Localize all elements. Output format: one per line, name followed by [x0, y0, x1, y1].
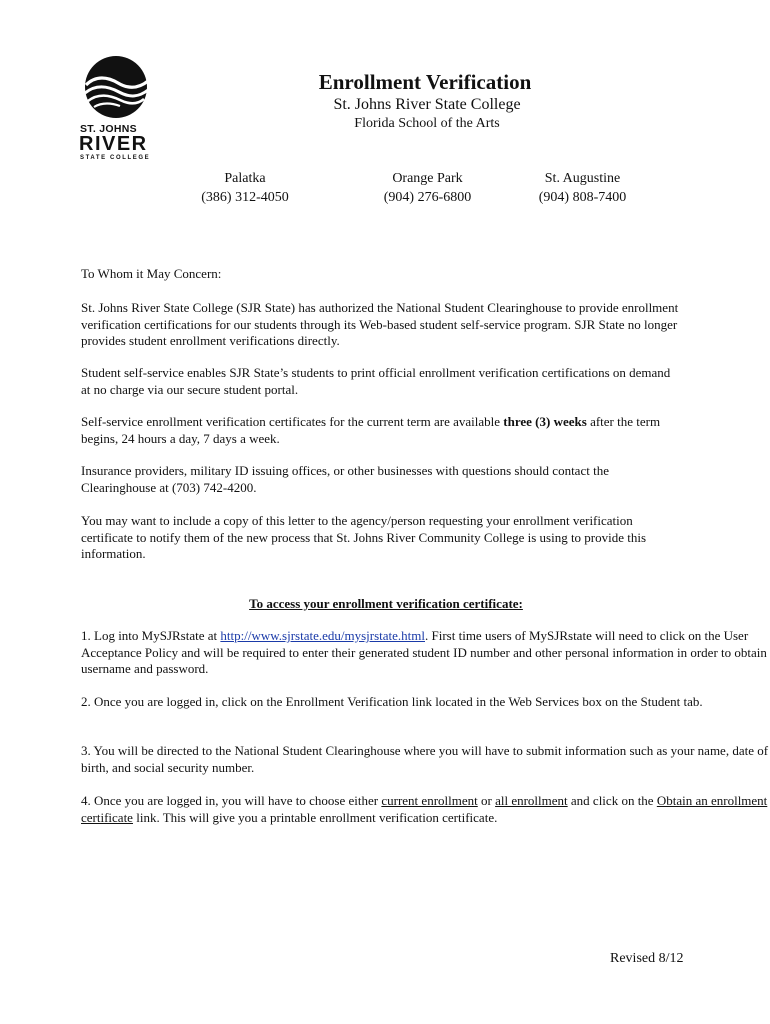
step-4	[81, 793, 770, 826]
step-1-text-after: . First time users of MySJRstate will need to click on the User Acceptance Policy and will be required to enter their generated student ID number and other personal information in order to obtain username and password.	[81, 628, 767, 676]
revision-date: Revised 8/12	[610, 951, 684, 966]
campus-name: Orange Park	[392, 171, 463, 186]
obtain-certificate-link[interactable]: Obtain an enrollment certificate	[81, 793, 768, 825]
step-4-text-a: 4. Once you are logged in, you will have to choose either	[81, 793, 382, 808]
college-name: St. Johns River State College	[333, 96, 521, 113]
paragraph-copy-letter: You may want to include a copy of this letter to the agency/person requesting your enrollment verification certificate to notify them of the new process that St. Johns River Community College is using to provide this information.	[81, 513, 647, 561]
paragraph-self-service: Student self-service enables SJR State’s students to print official enrollment verification certifications on demand at no charge via our secure student portal.	[81, 365, 671, 397]
step-4-text-b: or	[477, 793, 496, 808]
campus-st-augustine	[515, 169, 650, 207]
step-1	[81, 628, 770, 678]
step-4-text-d: link. This will give you a printable enrollment verification certificate.	[132, 809, 498, 825]
school-name: Florida School of the Arts	[354, 116, 500, 131]
page-title: Enrollment Verification	[318, 70, 532, 94]
instructions-heading: To access your enrollment verification certificate:	[249, 596, 523, 611]
campus-name: Palatka	[224, 171, 266, 186]
campus-orange-park	[360, 169, 495, 207]
paragraph-availability	[81, 414, 681, 447]
salutation: To Whom it May Concern:	[81, 266, 222, 281]
campus-phone: (386) 312-4050	[201, 190, 289, 205]
logo-text-st-johns: ST. JOHNS	[80, 123, 137, 135]
availability-text-after: after the term begins, 24 hours a day, 7 days a week.	[81, 414, 661, 446]
all-enrollment-option[interactable]: all enrollment	[495, 793, 568, 808]
step-4-text-c: and click on the	[567, 793, 657, 808]
logo-text-river: RIVER	[79, 133, 148, 155]
step-2: 2. Once you are logged in, click on the Enrollment Verification link located in the Web Services box on the Student tab.	[81, 694, 703, 709]
current-enrollment-option[interactable]: current enrollment	[381, 793, 478, 808]
paragraph-authorization: St. Johns River State College (SJR State) has authorized the National Student Clearinghouse to provide enrollment verification certifications for our students through its Web-based student self-service program. SJR State no longer provides student enrollment verifications directly.	[81, 300, 679, 348]
logo-text-state-college: STATE COLLEGE	[80, 155, 151, 161]
availability-text-before: Self-service enrollment verification certificates for the current term are available	[81, 414, 504, 429]
campus-phone: (904) 276-6800	[383, 190, 472, 205]
availability-weeks: three (3) weeks	[503, 414, 587, 429]
campus-name: St. Augustine	[544, 171, 621, 186]
mysjrstate-link[interactable]: http://www.sjrstate.edu/mysjrstate.html	[220, 628, 425, 643]
campus-phone: (904) 808-7400	[538, 190, 627, 205]
step-3: 3. You will be directed to the National Student Clearinghouse where you will have to submit information such as your name, date of birth, and social security number.	[81, 743, 769, 775]
paragraph-insurance-contact: Insurance providers, military ID issuing offices, or other businesses with questions should contact the Clearinghouse at (703) 742-4200.	[81, 463, 609, 495]
step-1-text-before: 1. Log into MySJRstate at	[81, 628, 221, 643]
campus-palatka	[180, 169, 310, 207]
